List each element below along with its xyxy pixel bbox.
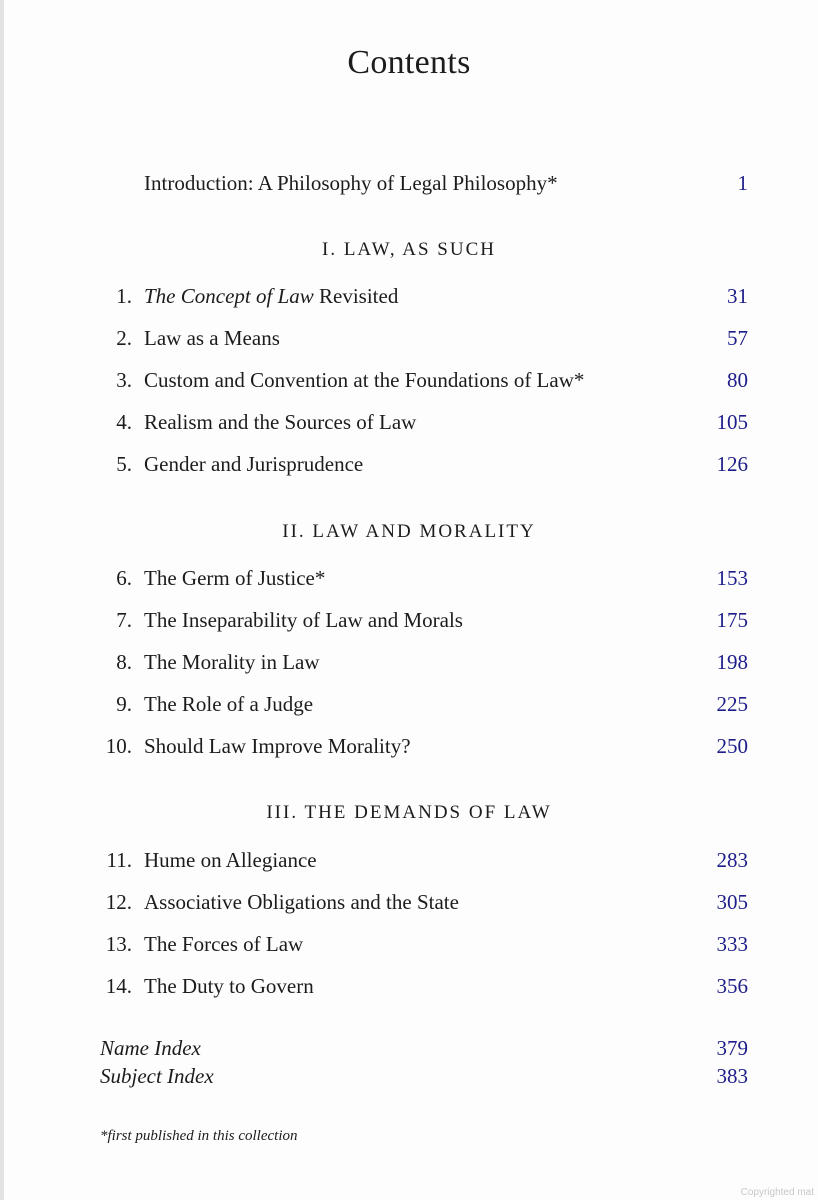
chapter-number: 8.: [116, 650, 132, 674]
chapter-number: 2.: [116, 326, 132, 350]
entry-page: 175: [716, 608, 748, 632]
entry-page: 80: [727, 368, 748, 392]
toc-entry-7[interactable]: [0, 605, 818, 635]
entry-title: Introduction: A Philosophy of Legal Philosophy*: [144, 171, 558, 195]
toc-entry-6[interactable]: [0, 563, 818, 593]
toc-entry-11[interactable]: [0, 845, 818, 875]
toc-entry-8[interactable]: [0, 647, 818, 677]
chapter-number: 3.: [116, 368, 132, 392]
entry-title: Hume on Allegiance: [144, 848, 317, 872]
entry-title: The Forces of Law: [144, 932, 304, 956]
entry-title: The Germ of Justice*: [144, 566, 326, 590]
toc-entry-14[interactable]: [0, 971, 818, 1001]
entry-page: 379: [716, 1036, 748, 1060]
toc-entry-5[interactable]: [0, 449, 818, 479]
page-title: Contents: [347, 44, 471, 81]
chapter-number: 4.: [116, 410, 132, 434]
chapter-number: 6.: [116, 566, 132, 590]
chapter-number: 10.: [105, 734, 132, 758]
chapter-number: 9.: [116, 692, 132, 716]
entry-title: The Morality in Law: [144, 650, 320, 674]
entry-page: 126: [716, 452, 748, 476]
entry-title: Custom and Convention at the Foundations of Law*: [144, 368, 585, 392]
entry-page: 198: [716, 650, 748, 674]
entry-page: 1: [737, 171, 748, 195]
part-heading-2: II. LAW AND MORALITY: [282, 521, 536, 542]
entry-title: [144, 281, 398, 311]
toc-entry-12[interactable]: [0, 887, 818, 917]
entry-page: 283: [716, 848, 748, 872]
toc-entry-introduction[interactable]: [0, 168, 818, 198]
entry-page: 250: [716, 734, 748, 758]
chapter-number: 13.: [105, 932, 132, 956]
part-heading-3: III. THE DEMANDS OF LAW: [266, 802, 552, 823]
entry-title: The Role of a Judge: [144, 692, 314, 716]
entry-page: 356: [716, 974, 748, 998]
entry-title: Should Law Improve Morality?: [144, 734, 411, 758]
entry-page: 153: [716, 566, 748, 590]
toc-entry-1[interactable]: [0, 281, 818, 311]
chapter-number: 5.: [116, 452, 132, 476]
entry-title: The Duty to Govern: [144, 974, 314, 998]
entry-title: Subject Index: [100, 1064, 214, 1088]
entry-title: Realism and the Sources of Law: [144, 410, 417, 434]
chapter-number: 7.: [116, 608, 132, 632]
entry-page: 305: [716, 890, 748, 914]
entry-page: 57: [727, 326, 748, 350]
entry-page: 31: [727, 284, 748, 308]
toc-entry-subject-index[interactable]: [0, 1062, 818, 1090]
entry-title-italic: The Concept of Law: [144, 284, 314, 308]
chapter-number: 1.: [116, 284, 132, 308]
toc-entry-4[interactable]: [0, 407, 818, 437]
part-heading-1: I. LAW, AS SUCH: [322, 239, 496, 260]
toc-entry-3[interactable]: [0, 365, 818, 395]
toc-entry-2[interactable]: [0, 323, 818, 353]
copyright-watermark: Copyrighted mat: [740, 1187, 814, 1198]
entry-title: Name Index: [100, 1036, 201, 1060]
toc-entry-name-index[interactable]: [0, 1034, 818, 1062]
footnote: *first published in this collection: [100, 1128, 298, 1144]
entry-page: 383: [716, 1064, 748, 1088]
entry-page: 105: [716, 410, 748, 434]
toc-entry-10[interactable]: [0, 731, 818, 761]
toc-entry-9[interactable]: [0, 689, 818, 719]
chapter-number: 14.: [105, 974, 132, 998]
entry-title: Associative Obligations and the State: [144, 890, 459, 914]
entry-title: Law as a Means: [144, 326, 280, 350]
entry-title-rest: Revisited: [313, 284, 399, 308]
entry-title: The Inseparability of Law and Morals: [144, 608, 463, 632]
toc-entry-13[interactable]: [0, 929, 818, 959]
chapter-number: 12.: [105, 890, 132, 914]
entry-page: 333: [716, 932, 748, 956]
entry-title: Gender and Jurisprudence: [144, 452, 364, 476]
entry-page: 225: [716, 692, 748, 716]
chapter-number: 11.: [106, 848, 132, 872]
